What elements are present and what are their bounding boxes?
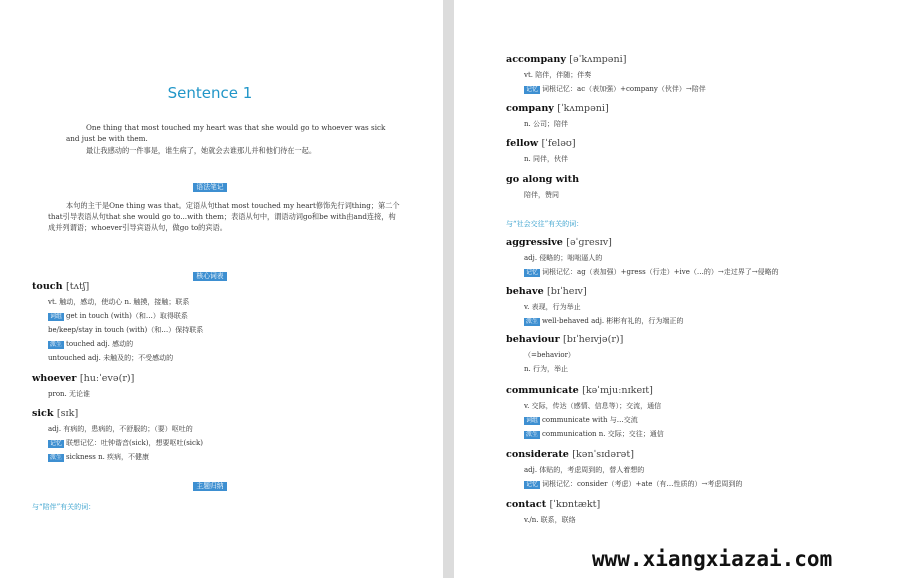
watermark: www.xiangxiazai.com <box>592 547 833 571</box>
definition-line: n. 行为，举止 <box>524 365 568 373</box>
definition-line: （=behavior） <box>524 351 575 359</box>
grammar-label-wrap <box>0 174 420 193</box>
vocab-word: go along with <box>506 174 580 185</box>
sentence-title: Sentence 1 <box>167 84 253 102</box>
left-page <box>0 0 443 578</box>
definition-line: 派生 well-behaved adj. 彬彬有礼的，行为端正的 <box>526 317 684 325</box>
vocab-word: contact [ˈkɒntækt] <box>506 499 601 510</box>
sentence-english: One thing that most touched my heart was that she would go to whoever was sick and just be with them. <box>66 123 386 143</box>
definition-line: untouched adj. 未触及的；不受感动的 <box>48 354 174 362</box>
definition-line: 派生 touched adj. 感动的 <box>50 340 134 348</box>
social-note: 与“社会交往”有关的词： <box>506 220 584 228</box>
vocab-label: 核心词表 <box>193 272 226 281</box>
definition-line: n. 公司；陪伴 <box>524 120 568 128</box>
definition-line: 词组 get in touch (with)（和…）取得联系 <box>50 312 188 320</box>
definition-line: 派生 communication n. 交际；交往；通信 <box>526 430 664 438</box>
definition-line: adj. 侵略的；咄咄逼人的 <box>524 254 603 262</box>
vocab-word: behave [bɪˈheɪv] <box>506 286 587 297</box>
definition-line: pron. 无论谁 <box>48 390 90 398</box>
vocab-word: considerate [kənˈsɪdərət] <box>506 449 634 460</box>
right-page <box>454 0 900 578</box>
definition-line: 记忆 词根记忆：ag（表加强）+gress（行走）+ive（…的）→走过界了→侵略的 <box>526 268 779 276</box>
definition-line: adj. 有病的，患病的，不舒服的；（要）呕吐的 <box>48 425 193 433</box>
topic-label: 主题归纳 <box>193 482 226 491</box>
vocab-word: accompany [əˈkʌmpəni] <box>506 54 627 65</box>
vocab-word: company [ˈkʌmpəni] <box>506 103 609 114</box>
definition-line: 派生 sickness n. 疾病，不健康 <box>50 453 150 461</box>
grammar-text: 本句的主干是One thing was that。定语从句that most touched my heart修饰先行词thing；第二个that引导表语从句that she would go to...with them；表语从句中，谓语动词go和be with由and连接，构成并列谓语；whoever引导宾语从句，做go to的宾语。 <box>48 201 400 232</box>
vocab-word: sick [sɪk] <box>32 408 79 419</box>
vocab-word: touch [tʌtʃ] <box>32 281 90 292</box>
definition-line: 陪伴，赞同 <box>524 191 559 199</box>
definition-line: 记忆 词根记忆：consider（考虑）+ate（有…性质的）→考虑周到的 <box>526 480 743 488</box>
definition-line: vt. 触动，感动，使动心 n. 触摸，接触；联系 <box>48 298 190 306</box>
vocab-word: aggressive [əˈɡresɪv] <box>506 237 612 248</box>
definition-line: adj. 体贴的，考虑周到的，替人着想的 <box>524 466 645 474</box>
grammar-label: 语法笔记 <box>193 183 226 192</box>
sentence-chinese: 最让我感动的一件事是，谁生病了，她就会去谁那儿并和他们待在一起。 <box>86 146 317 155</box>
definition-line: v./n. 联系，联络 <box>524 516 576 524</box>
vocab-word: whoever [huːˈevə(r)] <box>32 373 135 384</box>
vocab-word: behaviour [bɪˈheɪvjə(r)] <box>506 334 624 345</box>
definition-line: n. 同伴，伙伴 <box>524 155 568 163</box>
page-gap <box>443 0 454 578</box>
topic-label-wrap <box>0 473 420 492</box>
definition-line: v. 交际，传达（感情、信息等）；交流，通信 <box>524 402 662 410</box>
definition-line: 词组 communicate with 与…交流 <box>526 416 638 424</box>
definition-line: v. 表现，行为举止 <box>524 303 581 311</box>
vocab-label-wrap <box>0 263 420 282</box>
definition-line: 记忆 联想记忆：吐钟谐音(sick)，想要呕吐(sick) <box>50 439 203 447</box>
vocab-word: communicate [kəˈmjuːnɪkeɪt] <box>506 385 653 396</box>
topic-note: 与“陪伴”有关的词： <box>32 503 96 511</box>
definition-line: be/keep/stay in touch (with)（和…）保持联系 <box>48 326 204 334</box>
definition-line: vt. 陪伴，伴随；伴奏 <box>524 71 592 79</box>
vocab-word: fellow [ˈfeləʊ] <box>506 138 576 149</box>
definition-line: 记忆 词根记忆：ac（表加强）+company（伙伴）→陪伴 <box>526 85 706 93</box>
